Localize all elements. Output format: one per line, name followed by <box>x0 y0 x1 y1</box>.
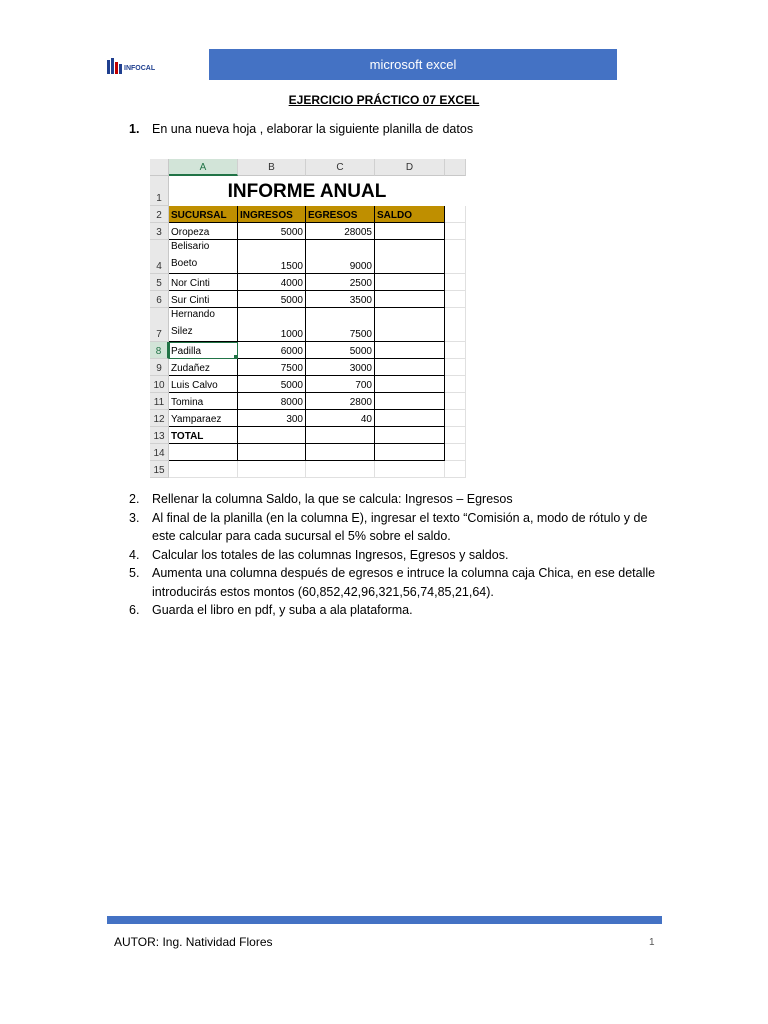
row-number: 15 <box>153 465 165 476</box>
infocal-logo <box>106 54 164 78</box>
cell-value: Hernando Silez <box>171 309 215 337</box>
cell-value: Luis Calvo <box>171 380 218 391</box>
cell-ingresos[interactable] <box>238 359 306 376</box>
cell-ingresos[interactable] <box>238 393 306 410</box>
cell-value: Oropeza <box>171 227 210 238</box>
row-header-1[interactable] <box>150 176 169 206</box>
item-number: 4. <box>129 547 140 562</box>
cell-value: 5000 <box>280 227 303 238</box>
sheet-title: INFORME ANUAL <box>227 181 387 202</box>
cell-value: 9000 <box>349 261 372 272</box>
item-text: Aumenta una columna después de egresos e intruce la columna caja Chica, en ese detalle introducirás estos montos (60,852,42,96,321,56,74,85,21,64). <box>152 566 656 599</box>
cell-value: 7500 <box>349 329 372 340</box>
cell[interactable] <box>306 427 375 444</box>
row-number: 14 <box>153 448 165 459</box>
cell-egresos[interactable] <box>306 342 375 359</box>
item-text: En una nueva hoja , elaborar la siguiente planilla de datos <box>152 122 474 136</box>
row-header-15[interactable] <box>150 461 169 478</box>
cell-value: SALDO <box>377 210 412 221</box>
cell-value: Tomina <box>171 397 204 408</box>
item-number: 3. <box>129 510 140 525</box>
header-cell-saldo[interactable] <box>375 206 445 223</box>
instruction-item-2 <box>129 490 669 509</box>
cell-value: 2500 <box>349 278 372 289</box>
cell[interactable] <box>375 461 445 478</box>
instruction-list <box>129 490 669 620</box>
cell-egresos[interactable] <box>306 291 375 308</box>
cell-value: 5000 <box>280 295 303 306</box>
cell-value: 6000 <box>280 346 303 357</box>
cell-sucursal[interactable] <box>169 342 238 359</box>
cell-value: 700 <box>355 380 372 391</box>
spreadsheet-image <box>150 159 466 476</box>
cell-value: Belisario Boeto <box>171 241 210 269</box>
cell-extra[interactable] <box>445 223 466 240</box>
cell-value: Zudañez <box>171 363 210 374</box>
cell-extra[interactable] <box>445 410 466 427</box>
cell-sucursal[interactable] <box>169 359 238 376</box>
cell-value: 40 <box>360 414 372 425</box>
cell-extra[interactable] <box>445 274 466 291</box>
row-number: 8 <box>155 346 162 357</box>
row-header-11[interactable] <box>150 393 169 410</box>
cell-total-label[interactable] <box>169 427 238 444</box>
cell-saldo[interactable] <box>375 342 445 359</box>
cell-extra[interactable] <box>445 291 466 308</box>
cell-saldo[interactable] <box>375 393 445 410</box>
cell-value: Yamparaez <box>171 414 222 425</box>
cell-extra[interactable] <box>445 359 466 376</box>
row-number: 3 <box>156 227 162 238</box>
cell-sucursal[interactable] <box>169 376 238 393</box>
cell-value: Sur Cinti <box>171 295 210 306</box>
row-header-9[interactable] <box>150 359 169 376</box>
cell-saldo[interactable] <box>375 410 445 427</box>
cell-egresos[interactable] <box>306 308 375 342</box>
cell-extra[interactable] <box>445 240 466 274</box>
cell-extra[interactable] <box>445 427 466 444</box>
select-all-corner[interactable] <box>150 159 169 176</box>
item-text: Calcular los totales de las columnas Ingresos, Egresos y saldos. <box>152 547 509 562</box>
cell-value: 5000 <box>280 380 303 391</box>
cell-value: TOTAL <box>171 431 204 442</box>
cell-sucursal[interactable] <box>169 240 238 274</box>
cell[interactable] <box>238 444 306 461</box>
instruction-item-4 <box>129 546 669 565</box>
cell[interactable] <box>375 427 445 444</box>
cell-extra[interactable] <box>445 444 466 461</box>
cell-saldo[interactable] <box>375 308 445 342</box>
cell-ingresos[interactable] <box>238 342 306 359</box>
cell-value: Nor Cinti <box>171 278 210 289</box>
cell-saldo[interactable] <box>375 376 445 393</box>
cell-egresos[interactable] <box>306 376 375 393</box>
cell[interactable] <box>375 444 445 461</box>
cell-value: 1000 <box>280 329 303 340</box>
column-header-b[interactable]: B <box>238 159 306 176</box>
cell-saldo[interactable] <box>375 223 445 240</box>
cell-ingresos[interactable] <box>238 308 306 342</box>
row-header-6[interactable] <box>150 291 169 308</box>
cell[interactable] <box>238 461 306 478</box>
header-cell-sucursal[interactable] <box>169 206 238 223</box>
cell-extra[interactable] <box>445 206 466 223</box>
cell[interactable] <box>306 461 375 478</box>
cell-ingresos[interactable] <box>238 240 306 274</box>
footer-bar <box>107 916 662 924</box>
cell-value: 3000 <box>349 363 372 374</box>
author-text: AUTOR: Ing. Natividad Flores <box>114 935 273 949</box>
column-header-a[interactable]: A <box>169 159 238 176</box>
row-number: 10 <box>153 380 165 391</box>
column-header-d[interactable]: D <box>375 159 445 176</box>
cell-extra[interactable] <box>445 393 466 410</box>
cell-value: 28005 <box>344 227 372 238</box>
cell[interactable] <box>169 444 238 461</box>
cell-egresos[interactable] <box>306 393 375 410</box>
cell-value: 7500 <box>280 363 303 374</box>
cell-saldo[interactable] <box>375 359 445 376</box>
row-header-4[interactable] <box>150 240 169 274</box>
cell-egresos[interactable] <box>306 240 375 274</box>
header-cell-ingresos[interactable] <box>238 206 306 223</box>
cell-sucursal[interactable] <box>169 393 238 410</box>
row-number: 2 <box>156 210 162 221</box>
cell-value: 4000 <box>280 278 303 289</box>
cell-egresos[interactable] <box>306 223 375 240</box>
cell-ingresos[interactable] <box>238 376 306 393</box>
cell-value: 1500 <box>280 261 303 272</box>
column-header-e[interactable] <box>445 159 466 176</box>
row-header-12[interactable] <box>150 410 169 427</box>
row-number: 5 <box>156 278 162 289</box>
cell-egresos[interactable] <box>306 359 375 376</box>
cell-ingresos[interactable] <box>238 291 306 308</box>
row-number: 6 <box>156 295 162 306</box>
item-number: 1. <box>129 122 140 136</box>
page-number: 1 <box>649 937 655 948</box>
item-number: 2. <box>129 492 140 506</box>
cell-value: 5000 <box>349 346 372 357</box>
item-text: Al final de la planilla (en la columna E), ingresar el texto “Comisión a, modo de rótulo y de este calcular para cada sucursal el 5% sobre el saldo. <box>152 510 648 543</box>
header-cell-egresos[interactable] <box>306 206 375 223</box>
cell-saldo[interactable] <box>375 274 445 291</box>
document-title: EJERCICIO PRÁCTICO 07 EXCEL <box>288 93 480 107</box>
cell-saldo[interactable] <box>375 291 445 308</box>
cell-ingresos[interactable] <box>238 274 306 291</box>
row-number: 1 <box>156 193 162 204</box>
logo-text: INFOCAL <box>124 65 156 72</box>
row-header-14[interactable] <box>150 444 169 461</box>
cell-extra[interactable] <box>445 461 466 478</box>
row-number: 13 <box>153 431 165 442</box>
cell[interactable] <box>306 444 375 461</box>
cell-extra[interactable] <box>445 308 466 342</box>
row-header-5[interactable] <box>150 274 169 291</box>
cell[interactable] <box>238 427 306 444</box>
cell-egresos[interactable] <box>306 410 375 427</box>
instruction-item-5 <box>129 564 669 601</box>
row-header-8[interactable] <box>150 342 169 359</box>
cell-extra[interactable] <box>445 376 466 393</box>
row-number: 4 <box>156 261 162 272</box>
cell-value: 8000 <box>280 397 303 408</box>
cell-value: SUCURSAL <box>171 210 227 221</box>
row-header-2[interactable] <box>150 206 169 223</box>
cell-value: 2800 <box>349 397 372 408</box>
cell-value: Padilla <box>171 346 202 357</box>
cell-sucursal[interactable] <box>169 410 238 427</box>
cell-value: 300 <box>286 414 303 425</box>
cell-ingresos[interactable] <box>238 223 306 240</box>
item-text: Guarda el libro en pdf, y suba a ala plataforma. <box>152 603 413 617</box>
cell-egresos[interactable] <box>306 274 375 291</box>
instruction-item-1 <box>129 122 473 136</box>
cell-sucursal[interactable] <box>169 274 238 291</box>
cell-value: EGRESOS <box>308 210 358 221</box>
row-number: 7 <box>156 329 162 340</box>
cell-extra[interactable] <box>445 342 466 359</box>
item-text: Rellenar la columna Saldo, la que se calcula: Ingresos – Egresos <box>152 492 513 506</box>
row-header-3[interactable] <box>150 223 169 240</box>
row-number: 9 <box>156 363 162 374</box>
cell-ingresos[interactable] <box>238 410 306 427</box>
cell-value: 3500 <box>349 295 372 306</box>
instruction-item-6 <box>129 601 669 620</box>
row-header-13[interactable] <box>150 427 169 444</box>
row-header-7[interactable] <box>150 308 169 342</box>
row-number: 12 <box>153 414 165 425</box>
item-number: 5. <box>129 566 140 580</box>
column-header-c[interactable]: C <box>306 159 375 176</box>
item-number: 6. <box>129 603 140 617</box>
row-header-10[interactable] <box>150 376 169 393</box>
cell-saldo[interactable] <box>375 240 445 274</box>
cell-sucursal[interactable] <box>169 308 238 342</box>
instruction-item-3 <box>129 509 669 546</box>
cell-value: INGRESOS <box>240 210 293 221</box>
cell[interactable] <box>169 461 238 478</box>
header-banner: microsoft excel <box>209 49 617 80</box>
row-number: 11 <box>153 397 165 408</box>
